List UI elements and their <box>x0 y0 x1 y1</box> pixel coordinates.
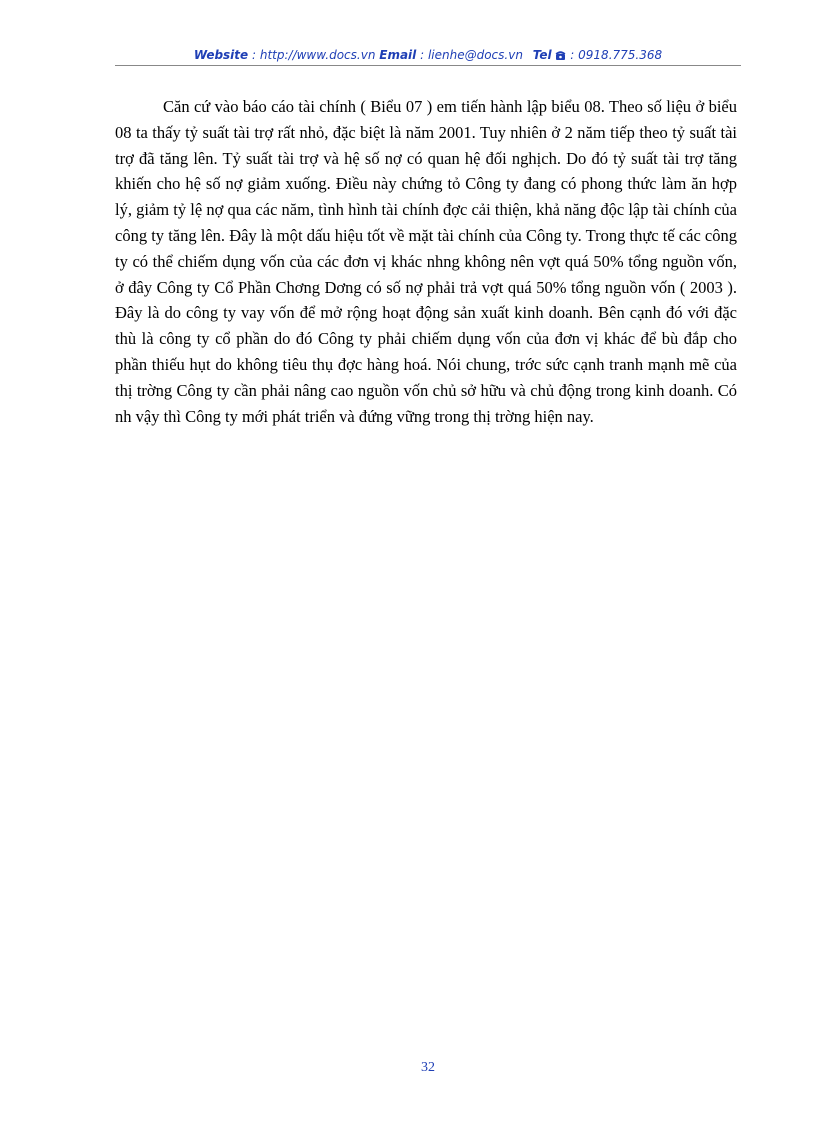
page-number: 32 <box>421 1060 435 1075</box>
email-label: Email <box>379 48 417 62</box>
header-divider <box>115 65 741 66</box>
website-url[interactable]: : http://www.docs.vn <box>248 48 380 62</box>
tel-label: Tel <box>532 48 552 62</box>
tel-number[interactable]: : 0918.775.368 <box>570 48 663 62</box>
website-label: Website <box>193 48 249 62</box>
page-header <box>115 48 741 62</box>
email-address[interactable]: : lienhe@docs.vn <box>416 48 527 62</box>
body-paragraph: Căn cứ vào báo cáo tài chính ( Biểu 07 ) em tiến hành lập biểu 08. Theo số liệu ở biểu 08 ta thấy tỷ suất tài trợ rất nhỏ, đặc biệt là năm 2001. Tuy nhiên ở 2 năm tiếp theo tỷ suất tài trợ đã tăng lên. Tỷ suất tài trợ và hệ số nợ có quan hệ đối nghịch. Do đó tỷ suất tài trợ tăng khiến cho hệ số nợ giảm xuống. Điều này chứng tỏ Công ty đang có phong thức làm ăn hợp lý, giảm tỷ lệ nợ qua các năm, tình hình tài chính đợc cải thiện, khả năng độc lập tài chính của công ty tăng lên. Đây là một dấu hiệu tốt về mặt tài chính của Công ty. Trong thực tế các công ty có thể chiếm dụng vốn của các đơn vị khác nhng không nên vợt quá 50% tổng nguồn vốn, ở đây Công ty Cổ Phần Chơng Dơng có số nợ phải trả vợt quá 50% tổng nguồn vốn ( 2003 ). Đây là do công ty vay vốn để mở rộng hoạt động sản xuất kinh doanh. Bên cạnh đó với đặc thù là công ty cổ phần do đó Công ty phải chiếm dụng vốn của đơn vị khác để bù đắp cho phần thiếu hụt do không tiêu thụ đợc hàng hoá. Nói chung, trớc sức cạnh tranh mạnh mẽ của thị trờng Công ty cần phải nâng cao nguồn vốn chủ sở hữu và chủ động trong kinh doanh. Có nh vậy thì Công ty mới phát triển và đứng vững trong thị trờng hiện nay. <box>115 97 737 426</box>
phone-icon <box>555 48 570 62</box>
